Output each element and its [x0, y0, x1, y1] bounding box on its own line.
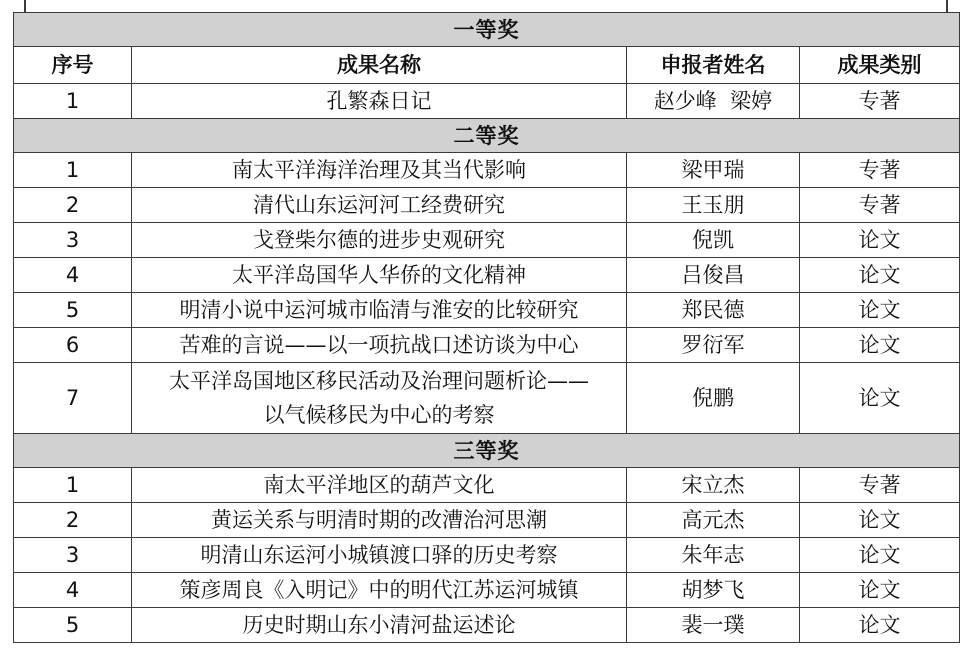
cell-author: 宋立杰: [627, 468, 800, 503]
table-row: [14, 223, 960, 258]
cell-author: 朱年志: [627, 538, 800, 573]
cell-title: 清代山东运河河工经费研究: [132, 188, 627, 223]
column-header-no: 序号: [14, 47, 132, 84]
table-row: [14, 293, 960, 328]
cell-author: 高元杰: [627, 503, 800, 538]
cell-title: [132, 363, 627, 434]
cell-no: 5: [14, 608, 132, 643]
table-row: [14, 328, 960, 363]
cell-title: 黄运关系与明清时期的改漕治河思潮: [132, 503, 627, 538]
cell-type: 论文: [800, 328, 960, 363]
table-row: [14, 468, 960, 503]
cell-author: 胡梦飞: [627, 573, 800, 608]
cell-no: 4: [14, 573, 132, 608]
cell-no: 3: [14, 538, 132, 573]
edge-tick: [24, 0, 26, 12]
top-edge-strip: [0, 0, 960, 12]
table-row: [14, 503, 960, 538]
column-header-type: 成果类别: [800, 47, 960, 84]
cell-author: 倪凯: [627, 223, 800, 258]
section-row-third-prize: [14, 434, 960, 468]
cell-type: 专著: [800, 188, 960, 223]
cell-no: 4: [14, 258, 132, 293]
table-row: [14, 188, 960, 223]
cell-author: 郑民德: [627, 293, 800, 328]
cell-author: 赵少峰 梁婷: [627, 84, 800, 119]
cell-title: 策彦周良《入明记》中的明代江苏运河城镇: [132, 573, 627, 608]
table-row: [14, 538, 960, 573]
cell-no: 6: [14, 328, 132, 363]
column-header-author: 申报者姓名: [627, 47, 800, 84]
cell-title: 明清小说中运河城市临清与淮安的比较研究: [132, 293, 627, 328]
cell-no: 1: [14, 153, 132, 188]
awards-table: [13, 12, 960, 643]
cell-type: 论文: [800, 258, 960, 293]
cell-author: 裴一璞: [627, 608, 800, 643]
cell-author: 王玉朋: [627, 188, 800, 223]
cell-type: 专著: [800, 84, 960, 119]
cell-type: 论文: [800, 608, 960, 643]
cell-no: 7: [14, 363, 132, 434]
column-header-title: 成果名称: [132, 47, 627, 84]
cell-no: 2: [14, 188, 132, 223]
table-row: [14, 573, 960, 608]
section-title: 二等奖: [14, 119, 960, 153]
cell-author: 倪鹏: [627, 363, 800, 434]
awards-table-body: [14, 13, 960, 643]
cell-title: 南太平洋海洋治理及其当代影响: [132, 153, 627, 188]
edge-tick: [946, 0, 948, 12]
cell-no: 2: [14, 503, 132, 538]
cell-no: 1: [14, 468, 132, 503]
cell-title: 历史时期山东小清河盐运述论: [132, 608, 627, 643]
section-title: 一等奖: [14, 13, 960, 47]
cell-title: 孔繁森日记: [132, 84, 627, 119]
cell-title: 太平洋岛国华人华侨的文化精神: [132, 258, 627, 293]
table-row: [14, 258, 960, 293]
section-title: 三等奖: [14, 434, 960, 468]
cell-type: 论文: [800, 223, 960, 258]
cell-type: 论文: [800, 503, 960, 538]
cell-author: 梁甲瑞: [627, 153, 800, 188]
cell-no: 3: [14, 223, 132, 258]
cell-type: 论文: [800, 538, 960, 573]
cell-no: 1: [14, 84, 132, 119]
cell-title: 苦难的言说——以一项抗战口述访谈为中心: [132, 328, 627, 363]
section-row-second-prize: [14, 119, 960, 153]
cell-type: 专著: [800, 468, 960, 503]
cell-author: 罗衍军: [627, 328, 800, 363]
table-row: [14, 153, 960, 188]
cell-title: 南太平洋地区的葫芦文化: [132, 468, 627, 503]
column-header-row: [14, 47, 960, 84]
cell-title: 戈登柴尔德的进步史观研究: [132, 223, 627, 258]
cell-type: 论文: [800, 363, 960, 434]
cell-title: 明清山东运河小城镇渡口驿的历史考察: [132, 538, 627, 573]
cell-type: 论文: [800, 573, 960, 608]
table-row: [14, 363, 960, 434]
cell-title-line: 以气候移民为中心的考察: [263, 403, 495, 427]
cell-author: 吕俊昌: [627, 258, 800, 293]
cell-type: 论文: [800, 293, 960, 328]
cell-title-line: 太平洋岛国地区移民活动及治理问题析论——: [169, 369, 589, 393]
cell-no: 5: [14, 293, 132, 328]
cell-type: 专著: [800, 153, 960, 188]
table-row: [14, 608, 960, 643]
table-row: [14, 84, 960, 119]
section-row-first-prize: [14, 13, 960, 47]
